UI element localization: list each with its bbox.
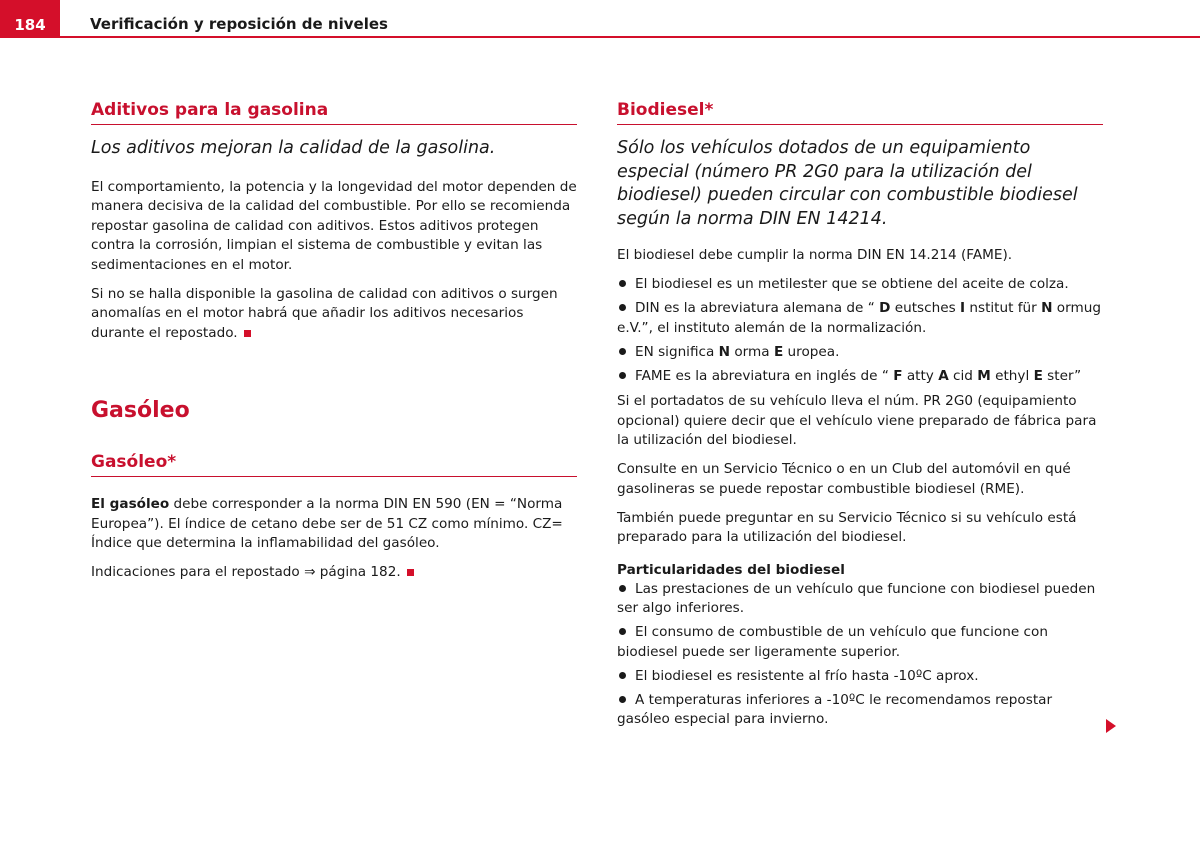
bullet-icon — [619, 628, 626, 635]
page-number: 184 — [0, 0, 60, 38]
bullet-icon — [619, 696, 626, 703]
list-item: DIN es la abreviatura alemana de “ D eutsches I nstitut für N ormug e.V.”, el instituto alemán de la normalización. — [617, 300, 1101, 336]
section-heading-gasoleo: Gasóleo* — [91, 452, 577, 477]
paragraph: El gasóleo debe corresponder a la norma DIN EN 590 (EN = “Norma Europea”). El índice de cetano debe ser de 51 CZ como mínimo. CZ= Índice que determina la inflamabilidad del gasóleo. — [91, 496, 563, 551]
end-mark-icon — [407, 569, 414, 576]
header-rule — [60, 36, 1200, 38]
section-heading-aditivos: Aditivos para la gasolina — [91, 100, 577, 125]
bullet-icon — [619, 304, 626, 311]
list-item: El consumo de combustible de un vehículo que funcione con biodiesel puede ser ligeramente superior. — [617, 624, 1048, 660]
paragraph: Si no se halla disponible la gasolina de calidad con aditivos o surgen anomalías en el motor habrá que añadir los aditivos necesarios durante el repostado. — [91, 285, 558, 341]
running-title: Verificación y reposición de niveles — [90, 15, 388, 33]
bullet-icon — [619, 672, 626, 679]
lead-biodiesel: Sólo los vehículos dotados de un equipamiento especial (número PR 2G0 para la utilización del biodiesel) pueden circular con combustible biodiesel según la norma DIN EN 14214. — [617, 138, 1078, 229]
list-item: A temperaturas inferiores a -10ºC le recomendamos repostar gasóleo especial para invierno. — [617, 691, 1053, 727]
paragraph: El comportamiento, la potencia y la longevidad del motor dependen de manera decisiva de la calidad del combustible. Por ello se recomienda repostar gasolina de calidad con aditivos. Estos aditivos protegen contra la corrosión, limpian el sistema de combustible y evitan las sedimentaciones en el motor. — [91, 178, 577, 273]
left-column — [91, 100, 577, 592]
right-column — [617, 100, 1103, 734]
bullet-list — [617, 580, 1103, 730]
list-item: Las prestaciones de un vehículo que funcione con biodiesel pueden ser algo inferiores. — [617, 580, 1096, 616]
continue-arrow-icon[interactable] — [1106, 719, 1116, 733]
paragraph: Indicaciones para el repostado ⇒ página 182. — [91, 563, 577, 583]
list-item: EN significa N orma E uropea. — [617, 343, 1103, 363]
page-reference-link[interactable]: página 182. — [315, 564, 401, 580]
bullet-icon — [619, 348, 626, 355]
bullet-icon — [619, 585, 626, 592]
bullet-icon — [619, 280, 626, 287]
list-item: El biodiesel es resistente al frío hasta -10ºC aprox. — [617, 667, 1103, 687]
bullet-list — [617, 275, 1103, 386]
list-item: FAME es la abreviatura en inglés de “ F atty A cid M ethyl E ster” — [617, 367, 1103, 387]
sub-heading-particularidades: Particularidades del biodiesel — [617, 561, 845, 578]
lead-aditivos: Los aditivos mejoran la calidad de la gasolina. — [91, 138, 496, 158]
end-mark-icon — [244, 330, 251, 337]
paragraph: Consulte en un Servicio Técnico o en un Club del automóvil en qué gasolineras se puede repostar combustible biodiesel (RME). — [617, 461, 1071, 497]
chapter-title-gasoleo: Gasóleo — [91, 398, 190, 423]
page-header — [0, 0, 1200, 40]
page-reference-arrow: ⇒ — [304, 564, 316, 580]
paragraph: El biodiesel debe cumplir la norma DIN EN 14.214 (FAME). — [617, 247, 1013, 263]
paragraph: Si el portadatos de su vehículo lleva el núm. PR 2G0 (equipamiento opcional) quiere decir que el vehículo viene preparado de fábrica para la utilización del biodiesel. — [617, 393, 1097, 448]
section-heading-biodiesel: Biodiesel* — [617, 100, 1103, 125]
list-item: El biodiesel es un metilester que se obtiene del aceite de colza. — [617, 275, 1103, 295]
bullet-icon — [619, 372, 626, 379]
paragraph: También puede preguntar en su Servicio Técnico si su vehículo está preparado para la utilización del biodiesel. — [617, 509, 1077, 545]
